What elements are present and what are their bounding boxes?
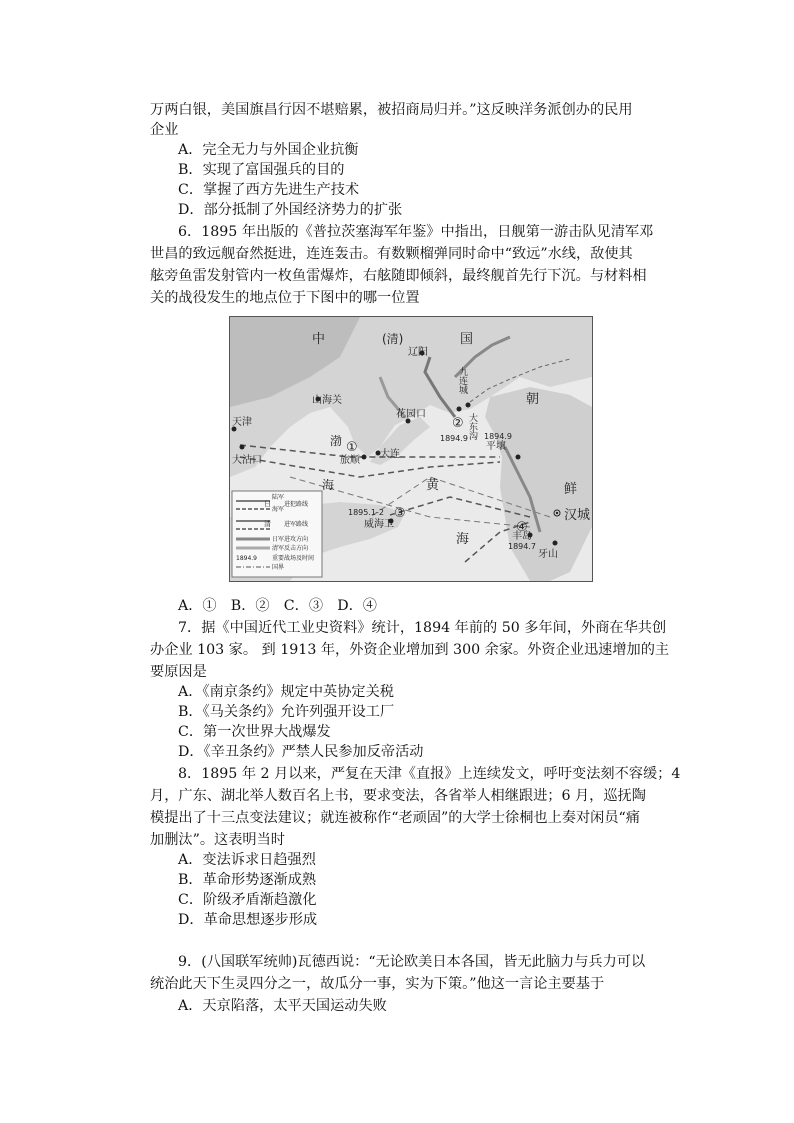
q7-option-b: B．《马关条约》允许列强开设工厂 [178,704,395,720]
map-label-shanhaiguan: 山海关 [312,395,342,406]
q8-option-d: D．革命思想逐步形成 [178,912,318,928]
map-label-yashan: 牙山 [538,549,558,560]
map-label-tianjin: 天津 [232,417,252,428]
map-label-hancheng: 汉城 [564,508,591,523]
legend-qing-route: 进军路线 [284,521,309,528]
map-date-fengdao: 1894.7 [508,542,536,551]
q6-stem-line2: 世昌的致远舰奋然挺进，连连轰击。有数颗榴弹同时命中“致远”水线，敌使其 [150,246,633,262]
q5-option-b: B．实现了富国强兵的目的 [178,162,345,178]
legend-border: 国界 [272,564,285,571]
q6-stem-line1: 6．1895 年出版的《普拉茨塞海军年鉴》中指出，日舰第一游击队见清军邓 [178,224,654,240]
map-label-guo: 国 [460,332,474,347]
map-label-bo: 渤 [330,434,343,448]
legend-ri: 日 [264,500,271,508]
q7-option-a: A．《南京条约》规定中英协定关税 [178,684,394,700]
legend-battle: 重要战场及时间 [272,555,315,562]
q8-option-b: B．革命形势逐渐成熟 [178,872,317,888]
map-label-fengdao: 丰岛 [512,531,532,542]
map-label-qing: (清) [382,332,404,346]
q7-stem-line3: 要原因是 [150,664,207,680]
q7-stem-line2: 办企业 103 家。 到 1913 年，外资企业增加到 300 余家。外资企业迅速增加的主 [150,642,670,658]
q8-option-a: A．变法诉求日趋强烈 [178,852,316,868]
legend-qing-counter: 清军反击方向 [272,545,309,552]
map-svg [230,317,592,581]
legend-ri-route: 进犯路线 [284,501,309,508]
q5-option-d: D．部分抵制了外国经济势力的扩张 [178,202,403,218]
map-label-lushun: 旅顺 [340,455,360,466]
map-date-pingrang: 1894.9 [484,432,512,441]
q8-stem-line4: 加删汰”。这表明当时 [150,832,285,848]
q6-stem-line3: 舷旁鱼雷发射管内一枚鱼雷爆炸，右舷随即倾斜，最终舰首先行下沉。与材料相 [150,268,647,284]
map-label-zhong: 中 [312,332,326,347]
map-marker-3: ③ [394,506,406,521]
q9-stem-line2: 统治此天下生灵四分之一，故瓜分一事，实为下策。”他这一言论主要基于 [150,976,605,992]
q8-stem-line3: 模提出了十三点变法建议；就连被称作“老顽固”的大学士徐桐也上奏对闲员“痛 [150,810,640,826]
q5-option-c: C．掌握了西方先进生产技术 [178,182,360,198]
q8-stem-line2: 月，广东、湖北举人数百名上书，要求变法，各省举人相继跟进；6 月，巡抚陶 [150,788,646,804]
q8-stem-line1: 8．1895 年 2 月以来，严复在天津《直报》上连续发文，呼吁变法刻不容缓；4 [178,766,681,782]
legend-sample-date: 1894.9 [236,555,257,562]
q5-stem-line2: 企业 [150,122,179,138]
q7-option-c: C．第一次世界大战爆发 [178,724,331,740]
q8-option-c: C．阶级矛盾渐趋激化 [178,892,317,908]
legend-ri-attack: 日军进攻方向 [272,536,309,543]
q9-stem-line1: 9．(八国联军统帅)瓦德西说：“无论欧美日本各国，皆无此脑力与兵力可以 [178,954,646,970]
q6-stem-line4: 关的战役发生的地点位于下图中的哪一位置 [150,290,420,306]
map-marker-1: ① [346,440,358,455]
map-label-chao: 朝 [526,392,540,407]
q7-stem-line1: 7．据《中国近代工业史资料》统计，1894 年前的 50 多年间，外商在华共创 [178,620,667,636]
map-label-hai1: 海 [322,478,335,492]
map-label-liaoyang: 辽阳 [408,347,428,358]
map-label-dadonggou: 大东沟 [467,413,477,440]
q7-option-d: D．《辛丑条约》严禁人民参加反帝活动 [178,744,424,760]
sino-japanese-war-map [229,316,593,582]
map-date-dadonggou: 1894.9 [440,434,468,443]
map-label-weihaiwei: 威海卫 [364,519,394,530]
q9-option-a: A．天京陷落，太平天国运动失败 [178,998,387,1014]
q5-option-a: A．完全无力与外国企业抗衡 [178,142,359,158]
map-marker-2: ② [452,416,464,431]
map-label-jiuliancheng: 九连城 [457,367,467,394]
map-marker-4: ④ [516,520,528,535]
map-label-dalian: 大连 [380,449,400,460]
map-label-xian: 鲜 [564,482,578,497]
map-label-hai2: 海 [456,532,470,547]
map-label-huang: 黄 [426,478,440,493]
legend-ri-army: 陆军 [272,494,285,501]
map-label-huayuankou: 花园口 [396,409,426,420]
q6-options: A．① B．② C．③ D．④ [178,598,377,614]
map-label-pingrang: 平壤 [486,441,506,452]
map-date-weihaiwei: 1895.1-2 [348,508,384,517]
q5-stem-line1: 万两白银，美国旗昌行因不堪赔累，被招商局归并。”这反映洋务派创办的民用 [150,102,633,118]
legend-qing: 清 [264,520,271,528]
map-label-dagukou: 大沽口 [232,455,262,466]
legend-ri-navy: 海军 [272,506,285,513]
